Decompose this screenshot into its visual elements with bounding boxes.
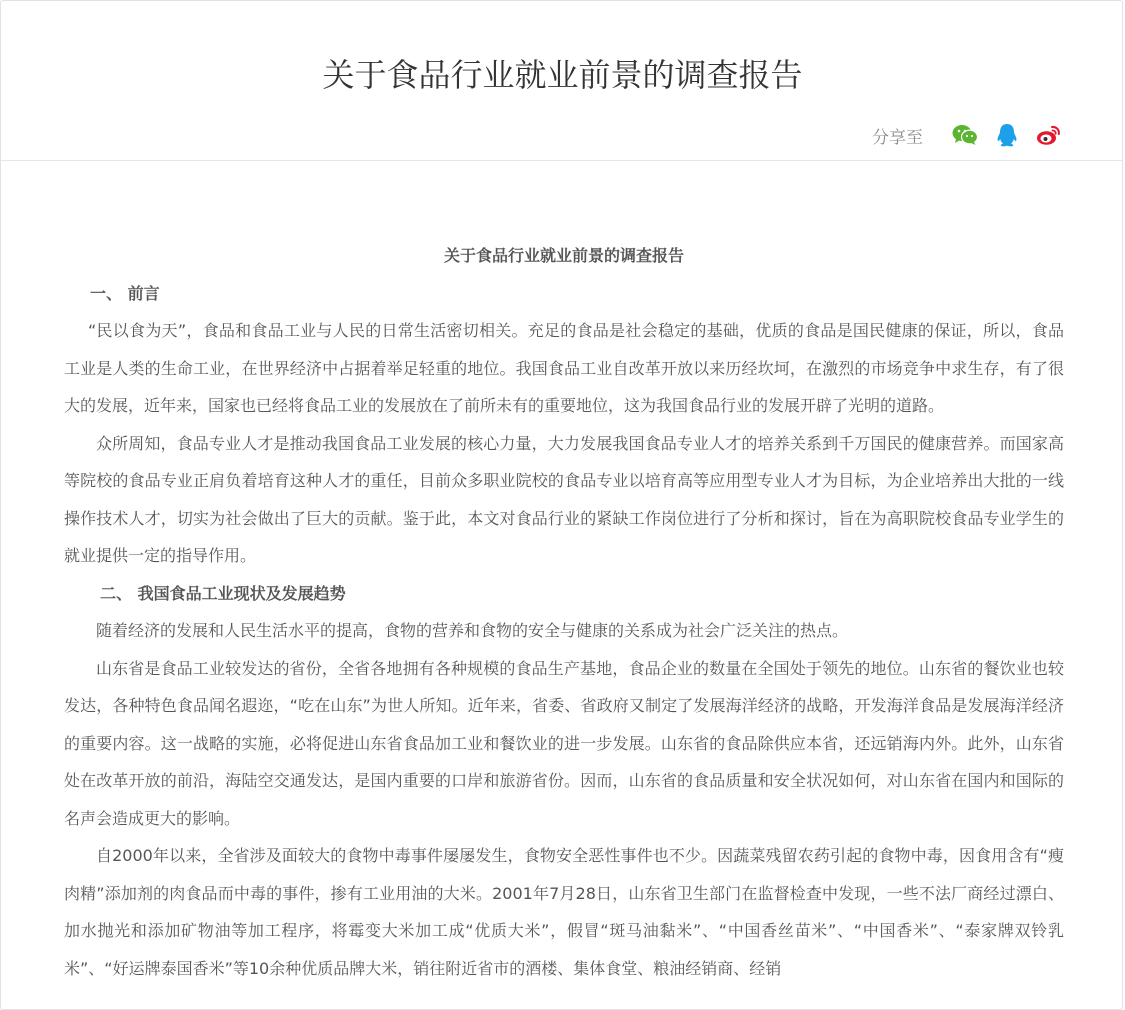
paragraph-3: 随着经济的发展和人民生活水平的提高，食物的营养和食物的安全与健康的关系成为社会广泛关注的热点。 xyxy=(96,621,849,640)
document-title: 关于食品行业就业前景的调查报告 xyxy=(443,246,684,265)
page-title: 关于食品行业就业前景的调查报告 xyxy=(322,56,803,94)
paragraph-4: 山东省是食品工业较发达的省份，全省各地拥有各种规模的食品生产基地，食品企业的数量在全国处于领先的地位。山东省的餐饮业也较发达，各种特色食品闻名遐迩，“吃在山东”为世人所知。近年来，省委、省政府又制定了发展海洋经济的战略，开发海洋食品是发展海洋经济的重要内容。这一战略的实施，必将促进山东省食品加工业和餐饮业的进一步发展。山东省的食品除供应本省，还远销海内外。此外，山东省处在改革开放的前沿，海陆空交通发达，是国内重要的口岸和旅游省份。因而，山东省的食品质量和安全状况如何，对山东省在国内和国际的名声会造成更大的影响。 xyxy=(64,658,1064,828)
paragraph-5: 自2000年以来，全省涉及面较大的食物中毒事件屡屡发生，食物安全恶性事件也不少。因蔬菜残留农药引起的食物中毒，因食用含有“瘦肉精”添加剂的肉食品而中毒的事件，掺有工业用油的大米。2001年7月28日，山东省卫生部门在监督检查中发现，一些不法厂商经过漂白、加水抛光和添加矿物油等加工程序，将霉变大米加工成“优质大米”，假冒“斑马油黏米”、“中国香丝苗米”、“中国香米”、“泰家牌双铃乳米”、“好运牌泰国香米”等10余种优质品牌大米，销往附近省市的酒楼、集体食堂、粮油经销商、经销 xyxy=(64,846,1064,978)
paragraph-1: “民以食为天”，食品和食品工业与人民的日常生活密切相关。充足的食品是社会稳定的基础，优质的食品是国民健康的保证，所以，食品工业是人类的生命工业，在世界经济中占据着举足轻重的地位。我国食品工业自改革开放以来历经坎坷，在激烈的市场竞争中求生存，有了很大的发展，近年来，国家也已经将食品工业的发展放在了前所未有的重要地位，这为我国食品行业的发展开辟了光明的道路。 xyxy=(64,321,1064,415)
weibo-icon[interactable] xyxy=(1035,121,1063,149)
article-body xyxy=(64,237,1064,987)
share-label: 分享至 xyxy=(872,127,923,148)
section-heading-preface: 一、 前言 xyxy=(90,283,160,303)
qq-icon[interactable] xyxy=(993,121,1021,149)
share-bar xyxy=(872,118,1063,152)
paragraph-2: 众所周知，食品专业人才是推动我国食品工业发展的核心力量，大力发展我国食品专业人才的培养关系到千万国民的健康营养。而国家高等院校的食品专业正肩负着培育这种人才的重任，目前众多职业院校的食品专业以培育高等应用型专业人才为目标，为企业培养出大批的一线操作技术人才，切实为社会做出了巨大的贡献。鉴于此，本文对食品行业的紧缺工作岗位进行了分析和探讨，旨在为高职院校食品专业学生的就业提供一定的指导作用。 xyxy=(64,433,1064,565)
section-heading-status: 二、 我国食品工业现状及发展趋势 xyxy=(100,583,346,603)
article-header xyxy=(1,1,1123,161)
wechat-icon[interactable] xyxy=(951,121,979,149)
